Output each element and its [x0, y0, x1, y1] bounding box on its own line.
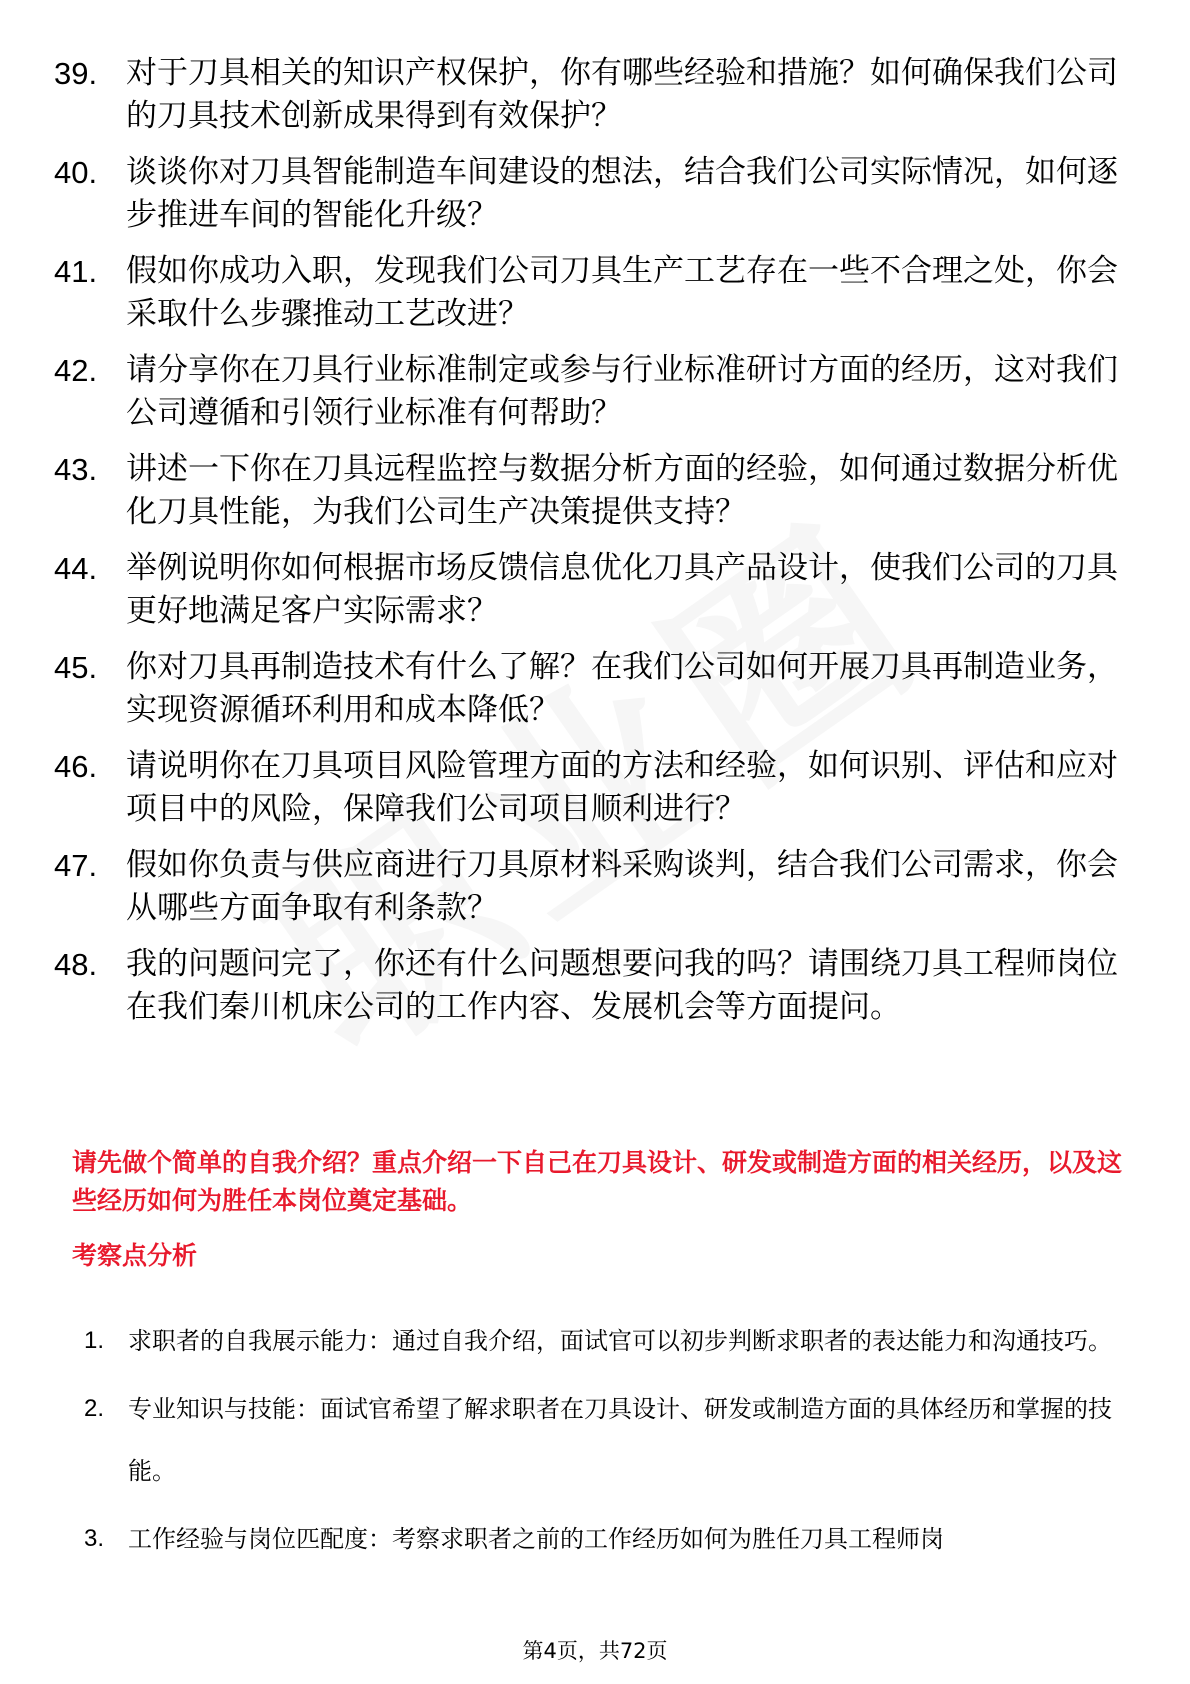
question-list — [54, 52, 1124, 1042]
analysis-number: 3. — [84, 1525, 105, 1552]
analysis-section-title: 考察点分析 — [72, 1241, 198, 1270]
question-number: 45. — [54, 650, 98, 685]
question-text: 对于刀具相关的知识产权保护，你有哪些经验和措施？如何确保我们公司的刀具技术创新成果得到有效保护？ — [126, 55, 1118, 134]
question-item — [54, 745, 1124, 831]
question-item — [54, 448, 1124, 534]
question-number: 43. — [54, 452, 98, 487]
question-number: 44. — [54, 551, 98, 586]
question-text: 谈谈你对刀具智能制造车间建设的想法，结合我们公司实际情况，如何逐步推进车间的智能化升级？ — [126, 154, 1118, 233]
question-text: 你对刀具再制造技术有什么了解？在我们公司如何开展刀具再制造业务，实现资源循环利用和成本降低？ — [126, 649, 1118, 728]
question-item — [54, 943, 1124, 1029]
analysis-number: 2. — [84, 1395, 105, 1422]
question-number: 48. — [54, 947, 98, 982]
question-text: 假如你成功入职，发现我们公司刀具生产工艺存在一些不合理之处，你会采取什么步骤推动工艺改进？ — [126, 253, 1118, 332]
question-text: 假如你负责与供应商进行刀具原材料采购谈判，结合我们公司需求，你会从哪些方面争取有利条款？ — [126, 847, 1118, 926]
analysis-list — [84, 1310, 1124, 1576]
analysis-item — [84, 1310, 1124, 1372]
question-item — [54, 349, 1124, 435]
analysis-text: 求职者的自我展示能力：通过自我介绍，面试官可以初步判断求职者的表达能力和沟通技巧。 — [128, 1327, 1112, 1355]
question-item — [54, 646, 1124, 732]
analysis-text: 工作经验与岗位匹配度：考察求职者之前的工作经历如何为胜任刀具工程师岗 — [128, 1525, 944, 1553]
interview-prompt: 请先做个简单的自我介绍？重点介绍一下自己在刀具设计、研发或制造方面的相关经历，以及这些经历如何为胜任本岗位奠定基础。 — [72, 1148, 1123, 1215]
question-text: 讲述一下你在刀具远程监控与数据分析方面的经验，如何通过数据分析优化刀具性能，为我们公司生产决策提供支持？ — [126, 451, 1118, 530]
analysis-item — [84, 1508, 1124, 1570]
question-number: 41. — [54, 254, 98, 289]
question-text: 请说明你在刀具项目风险管理方面的方法和经验，如何识别、评估和应对项目中的风险，保障我们公司项目顺利进行？ — [126, 748, 1118, 827]
question-number: 39. — [54, 56, 98, 91]
question-number: 46. — [54, 749, 98, 784]
question-text: 请分享你在刀具行业标准制定或参与行业标准研讨方面的经历，这对我们公司遵循和引领行业标准有何帮助？ — [126, 352, 1118, 431]
question-number: 40. — [54, 155, 98, 190]
question-text: 我的问题问完了，你还有什么问题想要问我的吗？请围绕刀具工程师岗位在我们秦川机床公司的工作内容、发展机会等方面提问。 — [126, 946, 1118, 1025]
question-item — [54, 151, 1124, 237]
question-item — [54, 250, 1124, 336]
question-number: 42. — [54, 353, 98, 388]
question-item — [54, 52, 1124, 138]
analysis-text: 专业知识与技能：面试官希望了解求职者在刀具设计、研发或制造方面的具体经历和掌握的技能。 — [128, 1395, 1112, 1485]
question-item — [54, 547, 1124, 633]
analysis-item — [84, 1378, 1124, 1502]
question-number: 47. — [54, 848, 98, 883]
question-text: 举例说明你如何根据市场反馈信息优化刀具产品设计，使我们公司的刀具更好地满足客户实际需求？ — [126, 550, 1118, 629]
analysis-number: 1. — [84, 1327, 105, 1354]
page-footer: 第4页，共72页 — [522, 1639, 668, 1663]
question-item — [54, 844, 1124, 930]
